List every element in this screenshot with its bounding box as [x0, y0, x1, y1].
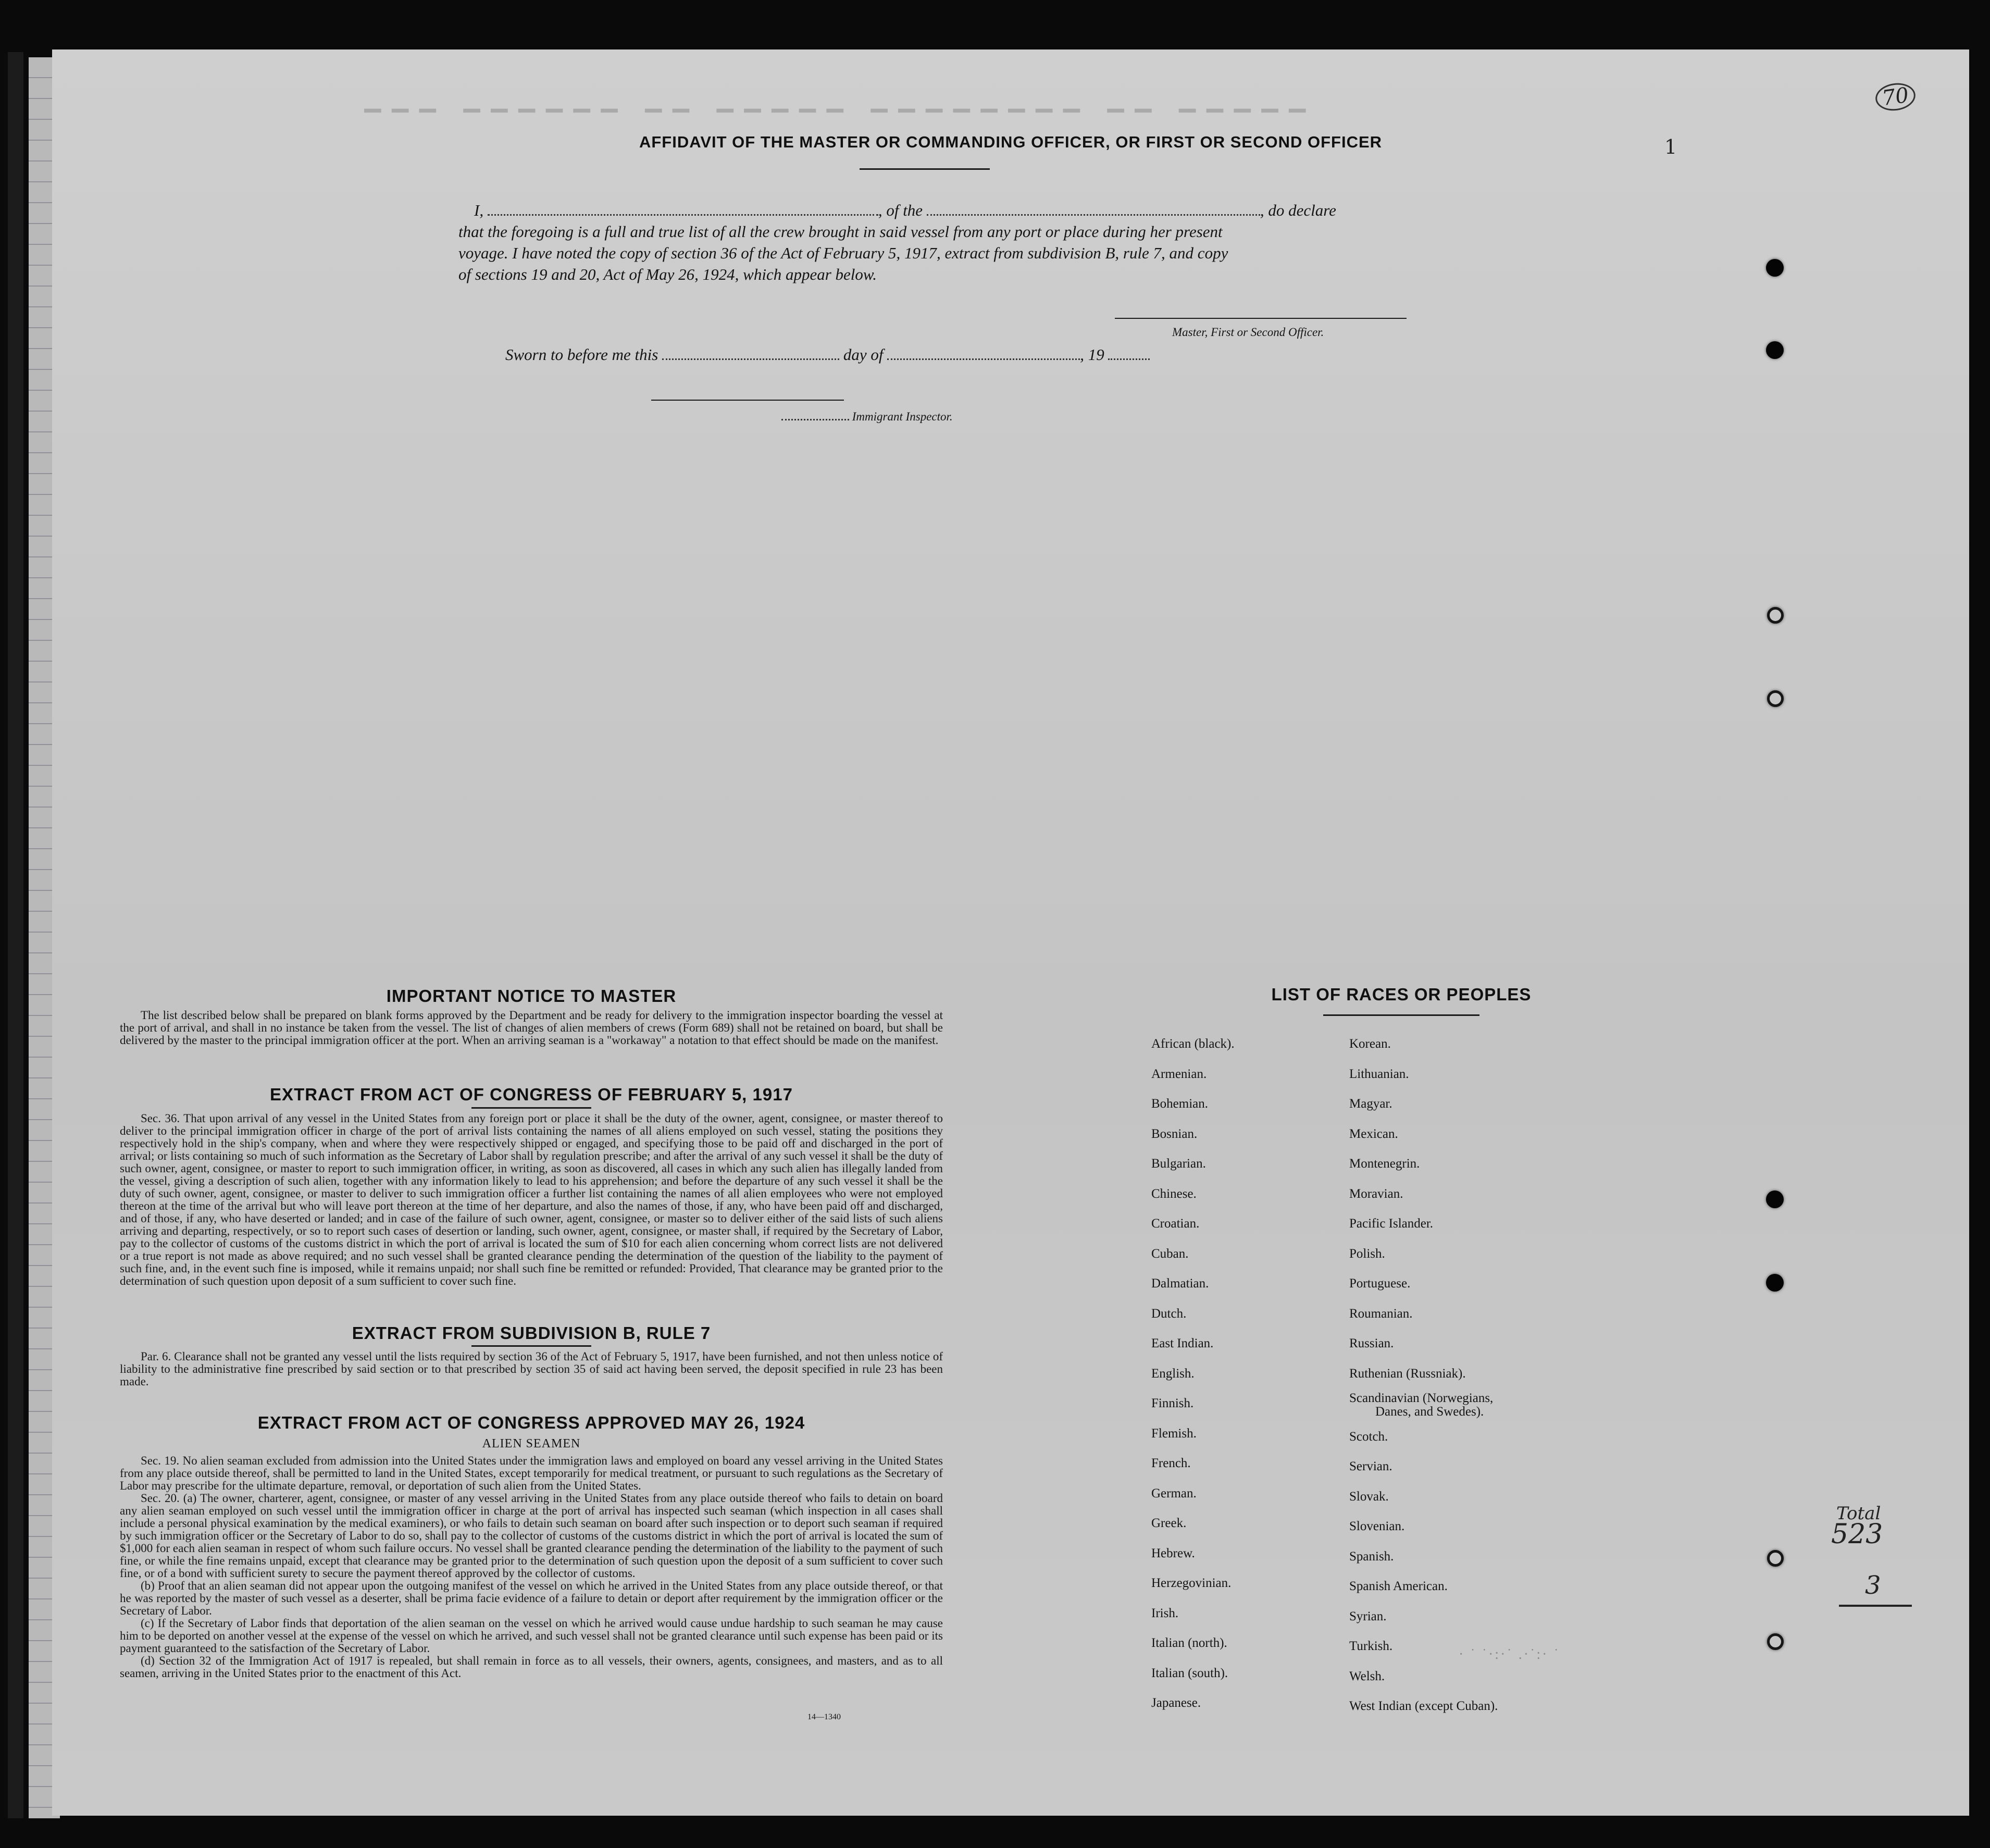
races-right-column: [1349, 1029, 1641, 1721]
punch-hole: [1767, 690, 1784, 707]
handwritten-page-number: 70: [1874, 81, 1917, 113]
race-item: Cuban.: [1151, 1246, 1189, 1261]
sec-36-paragraph: Sec. 36. That upon arrival of any vessel in the United States from any foreign port or place it shall be the duty of the owner, agent, consignee, or master thereof to deliver to the principal immigration officer in charge of the port of arrival lists containing the names of all aliens employed on such vessel, stating the positions they respectively hold in the ship's company, when and where they were respectively shipped or engaged, and specifying those to be paid off and discharged in the port of arrival; or lists containing so much of such information as the Secretary of Labor shall by regulation prescribe; and after the arrival of any such vessel it shall be the duty of such owner, agent, consignee, or master to report to such immigration officer, in writing, as soon as discovered, all cases in which any such alien has illegally landed from the vessel, giving a description of such alien, together with any information likely to lead to his apprehension; and before the departure of any such vessel it shall be the duty of such owner, agent, consignee, or master to deliver to such immigration officer a further list containing the names of all alien employees who were not employed thereon at the time of the arrival but who will leave port thereon at the time of her departure, and also the names of those, if any, who have been paid off and discharged, and of those, if any, who have deserted or landed; and in case of the failure of such owner, agent, consignee, or master so to deliver either of the said lists of such aliens arriving and departing, respectively, or so to report such cases of desertion or landing, such owner, agent, consignee, or master shall, if required by the Secretary of Labor, pay to the collector of customs of the customs district in which the port of arrival is located the sum of $10 for each alien concerning whom correct lists are not delivered or a true report is not made as above required; and no such vessel shall be granted clearance pending the determination of the question of the liability to the payment of such fine, and, in the event such fine is imposed, while it remains unpaid; nor shall such fine be remitted or refunded: Provided, That clearance may be granted prior to the determination of such question upon deposit of a sum sufficient to cover such fine.: [120, 1112, 943, 1287]
race-item: Italian (south).: [1151, 1666, 1228, 1680]
par-6-paragraph: Par. 6. Clearance shall not be granted any vessel until the lists required by section 36 of the Act of February 5, 1917, have been furnished, and not then unless notice of liability to the administrative fine prescribed by said section or to that prescribed by section 35 of said act having been served, the deposit specified in rule 23 has been made.: [120, 1350, 943, 1388]
race-item: Slovak.: [1349, 1489, 1389, 1504]
race-item: Irish.: [1151, 1606, 1179, 1620]
race-item: Herzegovinian.: [1151, 1576, 1232, 1590]
race-item: Greek.: [1151, 1516, 1187, 1530]
master-signature-line: [1115, 318, 1407, 319]
race-item: Moravian.: [1349, 1186, 1403, 1201]
race-item: Polish.: [1349, 1246, 1385, 1261]
binding-edge: [8, 52, 23, 1818]
sec-20c-paragraph: (c) If the Secretary of Labor finds that deportation of the alien seaman on the vessel on which he arrived would cause undue hardship to such seaman he may cause him to be deported on another vessel at the expense of the vessel on which he arrived, and such vessel shall not be granted clearance until such expense has been paid or its payment guaranteed to the satisfaction of the Secretary of Labor.: [120, 1617, 943, 1655]
race-item: Mexican.: [1349, 1126, 1398, 1141]
race-item: Dalmatian.: [1151, 1276, 1209, 1291]
race-item: Flemish.: [1151, 1426, 1197, 1441]
punch-hole: [1767, 607, 1784, 624]
punch-hole: [1767, 1550, 1784, 1567]
race-item: Slovenian.: [1349, 1519, 1405, 1533]
rule7-rule: [471, 1345, 591, 1347]
race-item: Scandinavian (Norwegians,: [1349, 1391, 1494, 1405]
affidavit-title-rule: [860, 168, 990, 170]
tally-line: [1839, 1605, 1912, 1607]
document-page: [52, 49, 1969, 1816]
i-label: I,: [474, 201, 484, 219]
race-item: Pacific Islander.: [1349, 1217, 1434, 1231]
extract-1917-title: EXTRACT FROM ACT OF CONGRESS OF FEBRUARY 5, 1917: [270, 1085, 793, 1104]
race-item: Roumanian.: [1349, 1306, 1413, 1321]
race-item: West Indian (except Cuban).: [1349, 1699, 1498, 1713]
declaration-line-4: of sections 19 and 20, Act of May 26, 1924, which appear below.: [458, 265, 877, 283]
day-of-label: day of: [843, 345, 884, 364]
sworn-line: [505, 345, 1150, 364]
race-item: Spanish.: [1349, 1549, 1394, 1564]
race-item: English.: [1151, 1366, 1195, 1381]
race-item: Dutch.: [1151, 1306, 1187, 1321]
sworn-label: Sworn to before me this: [505, 345, 658, 364]
race-item: Russian.: [1349, 1336, 1394, 1350]
race-item: Scotch.: [1349, 1429, 1388, 1444]
race-item: Ruthenian (Russniak).: [1349, 1366, 1466, 1381]
year-label: , 19: [1080, 345, 1104, 364]
extract-1917-rule: [471, 1107, 591, 1109]
race-item: Servian.: [1349, 1459, 1392, 1473]
race-item: Italian (north).: [1151, 1636, 1227, 1650]
handwritten-total-label: Total: [1836, 1503, 1881, 1524]
sec-20b-paragraph: (b) Proof that an alien seaman did not appear upon the outgoing manifest of the vessel on which he arrived in the United States from any place outside thereof, or that he was reported by the master of such vessel as a deserter, shall be prima facie evidence of a failure to detain or deport after requirement by the immigration officer or the Secretary of Labor.: [120, 1579, 943, 1617]
race-item: Montenegrin.: [1349, 1157, 1420, 1171]
inspector-line: [781, 410, 953, 424]
race-item: Magyar.: [1349, 1097, 1392, 1111]
declaration-line-3: voyage. I have noted the copy of section 36 of the Act of February 5, 1917, extract from subdivision B, rule 7, and copy: [458, 244, 1228, 262]
punch-hole: [1767, 1633, 1784, 1650]
act-1924-text: [120, 1455, 943, 1680]
punch-hole: [1766, 1274, 1784, 1292]
vessel-blank: [927, 214, 1260, 216]
sworn-month-blank: [887, 358, 1080, 360]
of-the-label: , of the: [878, 201, 923, 219]
punch-hole: [1766, 1190, 1784, 1208]
affidavit-title: AFFIDAVIT OF THE MASTER OR COMMANDING OFFICER, OR FIRST OR SECOND OFFICER: [639, 133, 1383, 151]
race-item: Chinese.: [1151, 1186, 1197, 1201]
punch-hole: [1766, 259, 1784, 277]
extract-1917-text: [120, 1112, 943, 1287]
race-item: Bosnian.: [1151, 1126, 1198, 1141]
declaration-line-2: that the foregoing is a full and true list of all the crew brought in said vessel from any port or place during her present: [458, 222, 1223, 241]
handwritten-total-value: 523: [1831, 1519, 1883, 1550]
notice-text: [120, 1009, 943, 1047]
notice-title: IMPORTANT NOTICE TO MASTER: [386, 986, 677, 1006]
affidavit-corner-mark: 1: [1664, 135, 1677, 158]
rule7-title: EXTRACT FROM SUBDIVISION B, RULE 7: [352, 1323, 711, 1343]
bleed-through: ▔▔▔ ▔▔▔▔▔▔ ▔▔ ▔▔▔▔▔ ▔▔▔▔▔▔▔▔ ▔▔ ▔▔▔▔▔: [365, 110, 1317, 133]
race-item: Armenian.: [1151, 1066, 1207, 1081]
race-item: Korean.: [1349, 1037, 1391, 1051]
races-title-rule: [1323, 1014, 1479, 1016]
inspector-blank: [781, 419, 849, 420]
races-left-column: [1151, 1029, 1349, 1718]
form-number: 14—1340: [807, 1713, 841, 1721]
handwritten-mark-3: 3: [1865, 1571, 1881, 1600]
sec-20a-paragraph: Sec. 20. (a) The owner, charterer, agent, consignee, or master of any vessel arriving in the United States from any place outside thereof who fails to detain on board any alien seaman employed on such vessel until the immigration officer in charge at the port of arrival has inspected such seaman (which inspection in all cases shall include a personal physical examination by the medical examiners), or who fails to detain such seaman on board after such inspection or to deport such seaman if required by such immigration officer or the Secretary of Labor to do so, shall pay to the collector of customs of the customs district in which the port of arrival is located the sum of $1,000 for each alien seaman in respect of whom such failure occurs. No vessel shall be granted clearance pending the determination of the liability to the payment of such fine, or while the fine remains unpaid, except that clearance may be granted prior to the determination of such question upon the deposit of a sum sufficient to cover such fine, or of a bond with sufficient surety to secure the payment thereof approved by the collector of customs.: [120, 1492, 943, 1580]
race-item-two-line: [1349, 1388, 1641, 1422]
master-caption: Master, First or Second Officer.: [1172, 326, 1324, 339]
race-item: Bohemian.: [1151, 1097, 1209, 1111]
act-1924-title: EXTRACT FROM ACT OF CONGRESS APPROVED MAY 26, 1924: [257, 1413, 805, 1432]
inspector-caption: Immigrant Inspector.: [852, 410, 953, 423]
race-item: Bulgarian.: [1151, 1157, 1206, 1171]
sec-19-paragraph: Sec. 19. No alien seaman excluded from admission into the United States under the immigration laws and employed on board any vessel arriving in the United States from any place outside thereof, shall be permitted to land in the United States, except temporarily for medical treatment, or pursuant to such regulations as the Secretary of Labor may prescribe for the ultimate departure, removal, or deportation of such alien from the United States.: [120, 1454, 943, 1492]
stamp-smudge: · ˙ ˙·:·˙ .·˙:· ˙: [1459, 1646, 1560, 1663]
alien-seamen-subtitle: ALIEN SEAMEN: [482, 1437, 581, 1450]
name-blank: [488, 214, 878, 216]
sworn-day-blank: [662, 358, 839, 360]
affidavit-declaration: [458, 200, 1487, 285]
race-item: Lithuanian.: [1349, 1066, 1409, 1081]
race-item: Syrian.: [1349, 1609, 1387, 1623]
rule7-text: [120, 1350, 943, 1388]
races-title: LIST OF RACES OR PEOPLES: [1271, 985, 1532, 1004]
race-item: Turkish.: [1349, 1639, 1393, 1653]
race-item: German.: [1151, 1486, 1197, 1500]
punch-hole: [1766, 341, 1784, 359]
sec-20d-paragraph: (d) Section 32 of the Immigration Act of 1917 is repealed, but shall remain in force as to all vessels, their owners, agents, consignees, and masters, and as to all seamen, arriving in the United States prior to the enactment of this Act.: [120, 1654, 943, 1680]
inspector-signature-line: [651, 400, 844, 401]
race-item: Danes, and Swedes).: [1375, 1405, 1484, 1419]
race-item: East Indian.: [1151, 1336, 1214, 1350]
declaration-line-1: [474, 200, 1487, 221]
race-item: French.: [1151, 1456, 1191, 1470]
race-item: Finnish.: [1151, 1396, 1194, 1410]
sworn-year-blank: [1108, 358, 1150, 360]
race-item: Hebrew.: [1151, 1546, 1195, 1560]
do-declare-label: , do declare: [1260, 201, 1336, 219]
race-item: Spanish American.: [1349, 1579, 1448, 1593]
race-item: Croatian.: [1151, 1217, 1200, 1231]
race-item: African (black).: [1151, 1037, 1235, 1051]
notice-paragraph: The list described below shall be prepared on blank forms approved by the Department and be ready for delivery to the immigration inspector boarding the vessel at the port of arrival, and shall in no instance be taken from the vessel. The list of changes of alien members of crews (Form 689) shall not be retained on board, but shall be delivered by the master to the principal immigration officer at the port. When an arriving seaman is a "workaway" a notation to that effect should be made on the manifest.: [120, 1009, 943, 1047]
race-item: Japanese.: [1151, 1696, 1201, 1710]
race-item: Portuguese.: [1349, 1276, 1411, 1291]
race-item: Welsh.: [1349, 1669, 1385, 1683]
